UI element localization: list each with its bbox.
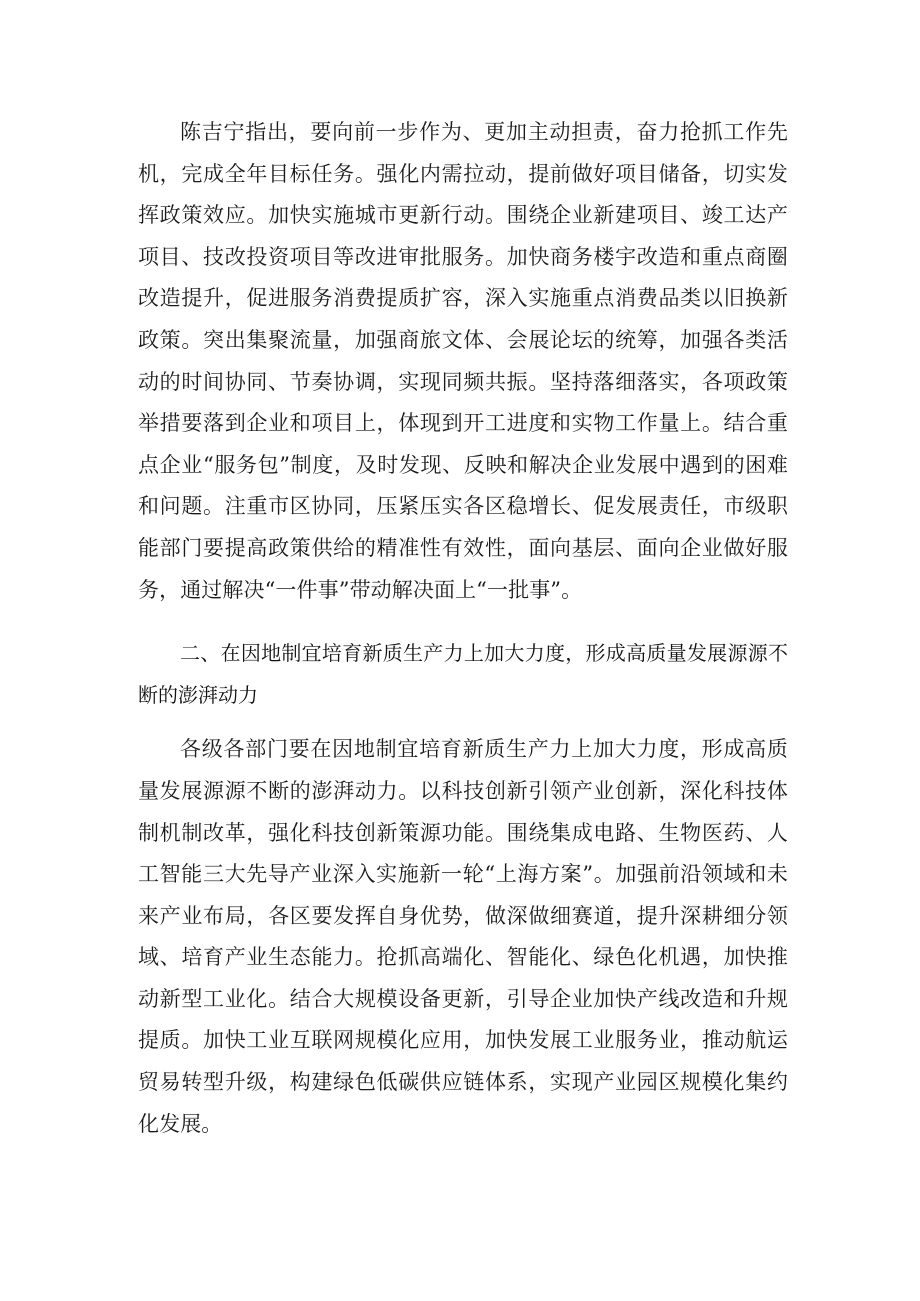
section-heading-2: 二、在因地制宜培育新质生产力上加大力度，形成高质量发展源源不断的澎湃动力 (138, 641, 788, 707)
document-page (138, 112, 788, 1145)
body-paragraph-1: 陈吉宁指出，要向前一步作为、更加主动担责，奋力抢抓工作先机，完成全年目标任务。强化内需拉动，提前做好项目储备，切实发挥政策效应。加快实施城市更新行动。围绕企业新建项目、竣工达产项目、技改投资项目等改进审批服务。加快商务楼宇改造和重点商圈改造提升，促进服务消费提质扩容，深入实施重点消费品类以旧换新政策。突出集聚流量，加强商旅文体、会展论坛的统筹，加强各类活动的时间协同、节奏协调，实现同频共振。坚持落细落实，各项政策举措要落到企业和项目上，体现到开工进度和实物工作量上。结合重点企业“服务包”制度，及时发现、反映和解决企业发展中遇到的困难和问题。注重市区协同，压紧压实各区稳增长、促发展责任，市级职能部门要提高政策供给的精准性有效性，面向基层、面向企业做好服务，通过解决“一件事”带动解决面上“一批事”。 (138, 120, 788, 602)
body-paragraph-2: 各级各部门要在因地制宜培育新质生产力上加大力度，形成高质量发展源源不断的澎湃动力。以科技创新引领产业创新，深化科技体制机制改革，强化科技创新策源功能。围绕集成电路、生物医药、人工智能三大先导产业深入实施新一轮“上海方案”。加强前沿领域和未来产业布局，各区要发挥自身优势，做深做细赛道，提升深耕细分领域、培育产业生态能力。抢抓高端化、智能化、绿色化机遇，加快推动新型工业化。结合大规模设备更新，引导企业加快产线改造和升规提质。加快工业互联网规模化应用，加快发展工业服务业，推动航运贸易转型升级，构建绿色低碳供应链体系，实现产业园区规模化集约化发展。 (138, 737, 788, 1136)
